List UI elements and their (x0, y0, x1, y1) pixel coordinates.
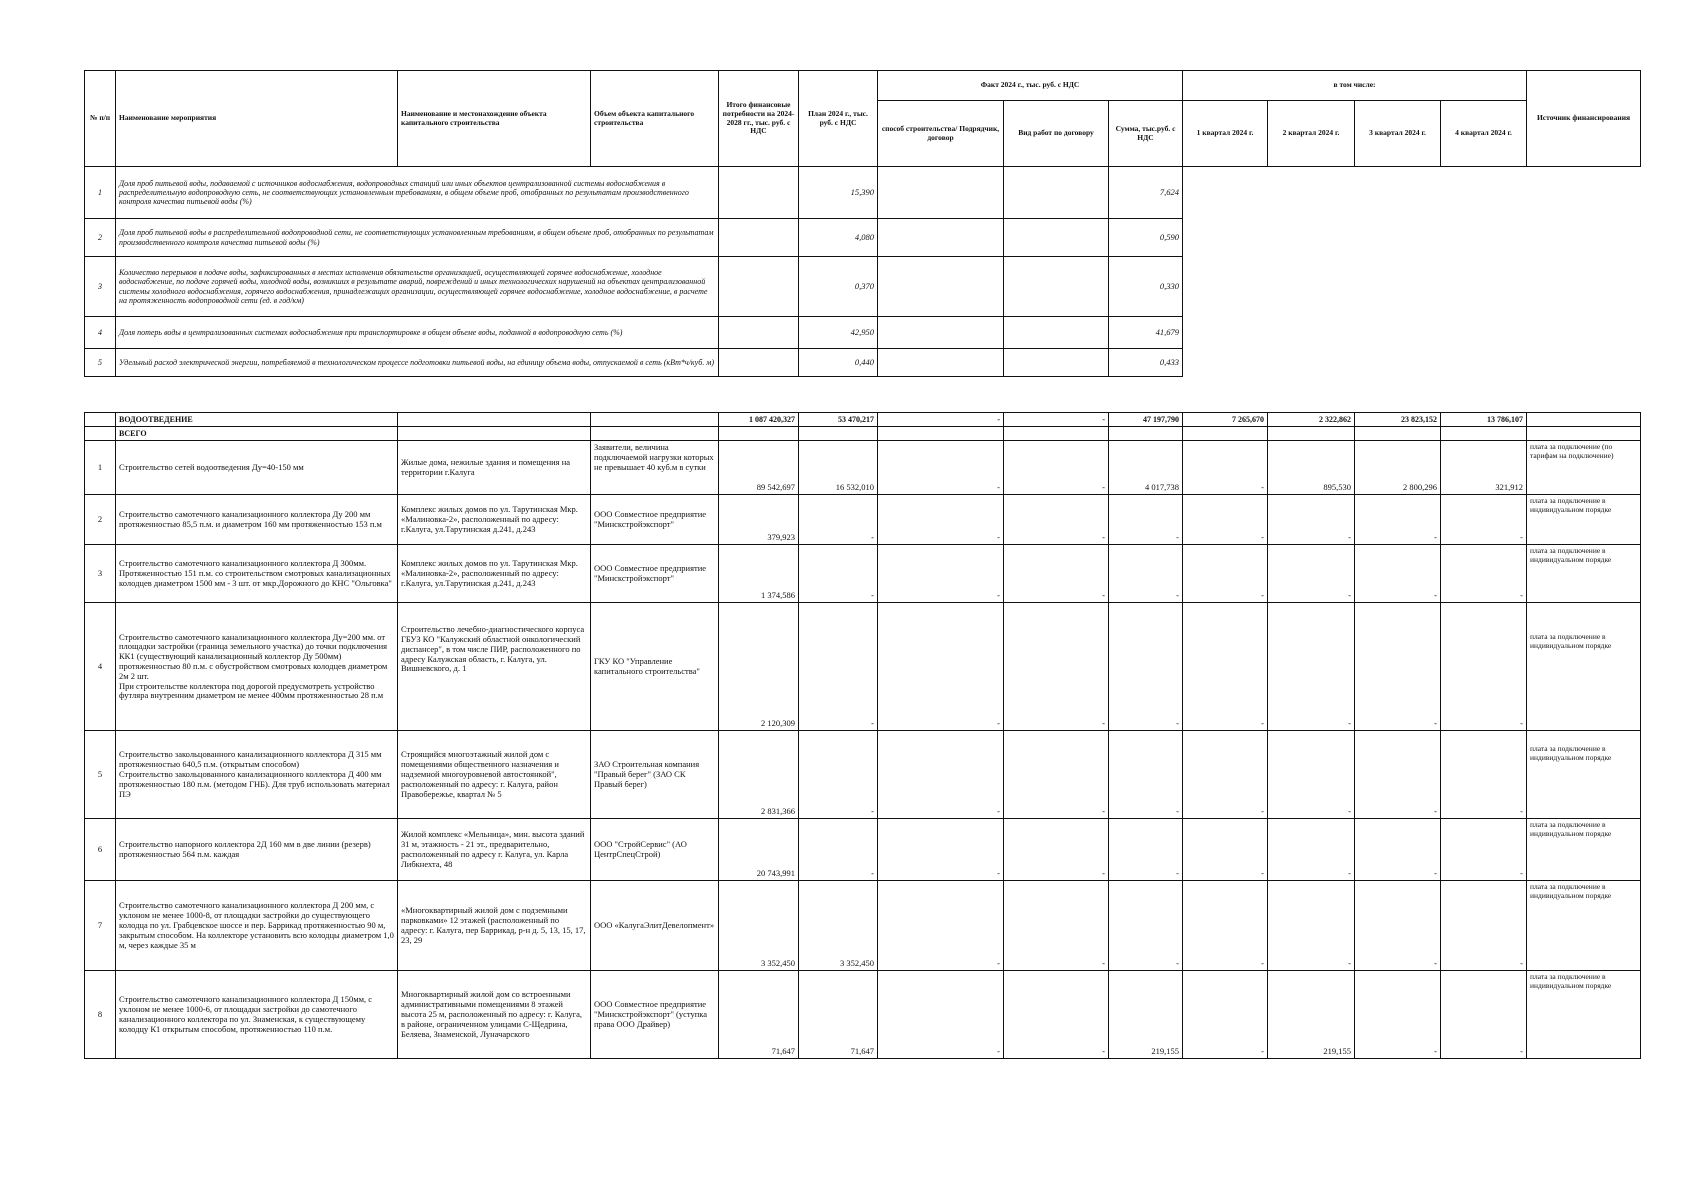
row-q1: - (1183, 819, 1268, 881)
section-row (85, 413, 1641, 427)
row-method: - (878, 819, 1004, 881)
row-q2: - (1268, 603, 1355, 731)
row-object: Жилой комплекс «Мельница», мин. высота зданий 31 м, этажность - 21 эт., предварительно, расположенный по адресу г. Калуга, ул. Карла Либкнехта, 48 (398, 819, 591, 881)
header-volume: Объем объекта капитального строительства (591, 71, 719, 167)
header-q1: 1 квартал 2024 г. (1183, 101, 1268, 167)
row-work: - (1004, 819, 1109, 881)
header-source: Источник финансирования (1527, 71, 1641, 167)
total-label: ВСЕГО (116, 427, 398, 441)
row-q2: - (1268, 819, 1355, 881)
header-q2: 2 квартал 2024 г. (1268, 101, 1355, 167)
table-row (85, 731, 1641, 819)
indicator-sum: 7,624 (1109, 167, 1183, 219)
row-plan: - (799, 545, 878, 603)
indicator-plan: 0,370 (799, 257, 878, 317)
header-q4: 4 квартал 2024 г. (1441, 101, 1527, 167)
row-work: - (1004, 545, 1109, 603)
table-row (85, 971, 1641, 1059)
row-q3: - (1355, 881, 1441, 971)
indicator-sum: 0,590 (1109, 219, 1183, 257)
row-object: Жилые дома, нежилые здания и помещения на территории г.Калуга (398, 441, 591, 495)
indicator-sum: 41,679 (1109, 317, 1183, 349)
row-q1: - (1183, 731, 1268, 819)
row-volume: ООО Совместное предприятие "Минскстройэкспорт" (уступка права ООО Драйвер) (591, 971, 719, 1059)
header-incl: в том числе: (1183, 71, 1527, 101)
row-q3: - (1355, 731, 1441, 819)
row-no: 2 (85, 495, 116, 545)
row-plan: 16 532,010 (799, 441, 878, 495)
indicator-no: 1 (85, 167, 116, 219)
row-plan: - (799, 603, 878, 731)
row-q1: - (1183, 603, 1268, 731)
row-plan: 3 352,450 (799, 881, 878, 971)
row-q3: - (1355, 603, 1441, 731)
row-need: 1 374,586 (719, 545, 799, 603)
row-sum: - (1109, 495, 1183, 545)
table-row (85, 495, 1641, 545)
row-object: Комплекс жилых домов по ул. Тарутинская Мкр. «Малиновка-2», расположенный по адресу: г.Калуга, ул.Тарутинская д.241, д.243 (398, 495, 591, 545)
row-need: 3 352,450 (719, 881, 799, 971)
row-plan: - (799, 495, 878, 545)
indicator-sum: 0,330 (1109, 257, 1183, 317)
row-q2: - (1268, 731, 1355, 819)
row-measure: Строительство самотечного канализационного коллектора Д 200 мм, с уклоном не менее 1000-8, от площадки застройки до существующего колодца по ул. Грабцевское шоссе и пер. Баррикад протяженностью 90 м, закрытым способом. На коллекторе установить всю колодцы диаметром 1,0 м, через каждые 35 м (116, 881, 398, 971)
table-row (85, 603, 1641, 731)
indicator-no: 2 (85, 219, 116, 257)
row-object: «Многоквартирный жилой дом с подземными парковками» 12 этажей (расположенный по адресу: г. Калуга, пер Баррикад, р-н д. 5, 13, 15, 17, 23, 29 (398, 881, 591, 971)
row-q4: - (1441, 971, 1527, 1059)
row-volume: ООО «КалугаЭлитДевелопмент» (591, 881, 719, 971)
row-volume: ЗАО Строительная компания "Правый берег" (ЗАО СК Правый берег) (591, 731, 719, 819)
row-volume: Заявители, величина подключаемой нагрузки которых не превышает 40 куб.м в сутки (591, 441, 719, 495)
section-q2: 2 322,862 (1268, 413, 1355, 427)
header-work: Вид работ по договору (1004, 101, 1109, 167)
row-q2: - (1268, 495, 1355, 545)
indicator-row (85, 167, 1641, 219)
row-work: - (1004, 881, 1109, 971)
row-q3: - (1355, 819, 1441, 881)
row-no: 5 (85, 731, 116, 819)
row-need: 2 120,309 (719, 603, 799, 731)
section-plan: 53 470,217 (799, 413, 878, 427)
header-need: Итого финансовые потребности на 2024-2028 гг., тыс. руб. с НДС (719, 71, 799, 167)
row-need: 71,647 (719, 971, 799, 1059)
indicators-table (84, 70, 1641, 377)
row-object: Строящийся многоэтажный жилой дом с помещениями общественного назначения и надземной многоуровневой автостоянкой", расположенный по адресу: г. Калуга, район Правобережье, квартал № 5 (398, 731, 591, 819)
indicator-row (85, 219, 1641, 257)
table-row (85, 545, 1641, 603)
row-object: Многоквартирный жилой дом со встроенными административными помещениями 8 этажей высота 25 м, расположенный по адресу: г. Калуга, в районе, ограниченном улицами С-Щедрина, Беляева, Знаменской, Луначарского (398, 971, 591, 1059)
row-plan: - (799, 819, 878, 881)
row-work: - (1004, 441, 1109, 495)
row-source: плата за подключение в индивидуальном порядке (1527, 495, 1641, 545)
row-source: плата за подключение в индивидуальном порядке (1527, 545, 1641, 603)
indicator-text: Доля проб питьевой воды в распределительной водопроводной сети, не соответствующих установленным требованиям, в общем объеме проб, отобранных по результатам производственного контроля качества питьевой воды (%) (116, 219, 719, 257)
row-volume: ООО Совместное предприятие "Минскстройэкспорт" (591, 545, 719, 603)
row-plan: 71,647 (799, 971, 878, 1059)
row-sum: - (1109, 819, 1183, 881)
section-title: ВОДООТВЕДЕНИЕ (116, 413, 398, 427)
header-fact: Факт 2024 г., тыс. руб. с НДС (878, 71, 1183, 101)
section-q4: 13 786,107 (1441, 413, 1527, 427)
section-work: - (1004, 413, 1109, 427)
row-measure: Строительство самотечного канализационного коллектора Ду=200 мм. от площадки застройки (граница земельного участка) до точки подключения КК1 (существующий канализационный коллектор Ду 500мм) протяженностью 80 п.м. с обустройством смотровых колодцев диаметром 2м 2 шт. При строительстве коллектора под дорогой предусмотреть устройство футляра внутренним диаметром не менее 400мм протяженностью 28 п.м (116, 603, 398, 731)
indicator-row (85, 349, 1641, 377)
section-method: - (878, 413, 1004, 427)
row-source: плата за подключение в индивидуальном порядке (1527, 971, 1641, 1059)
row-need: 379,923 (719, 495, 799, 545)
indicator-row (85, 317, 1641, 349)
row-q4: - (1441, 603, 1527, 731)
row-measure: Строительство напорного коллектора 2Д 160 мм в две линии (резерв) протяженностью 564 п.м. каждая (116, 819, 398, 881)
table-row (85, 819, 1641, 881)
row-q1: - (1183, 971, 1268, 1059)
row-sum: - (1109, 603, 1183, 731)
row-need: 20 743,991 (719, 819, 799, 881)
row-object: Строительство лечебно-диагностического корпуса ГБУЗ КО "Калужский областной онкологический диспансер", в том числе ПИР, расположенного по адресу Калужская область, г. Калуга, ул. Вишневского, д. 1 (398, 603, 591, 731)
row-q4: 321,912 (1441, 441, 1527, 495)
row-source: плата за подключение в индивидуальном порядке (1527, 731, 1641, 819)
row-work: - (1004, 731, 1109, 819)
indicator-text: Доля потерь воды в централизованных системах водоснабжения при транспортировке в общем объеме воды, поданной в водопроводную сеть (%) (116, 317, 719, 349)
row-sum: 4 017,738 (1109, 441, 1183, 495)
header-measure: Наименование мероприятия (116, 71, 398, 167)
row-q1: - (1183, 881, 1268, 971)
row-no: 3 (85, 545, 116, 603)
row-no: 8 (85, 971, 116, 1059)
row-q4: - (1441, 881, 1527, 971)
table-row (85, 881, 1641, 971)
row-q4: - (1441, 495, 1527, 545)
row-no: 1 (85, 441, 116, 495)
row-measure: Строительство сетей водоотведения Ду=40-150 мм (116, 441, 398, 495)
indicator-row (85, 257, 1641, 317)
row-method: - (878, 881, 1004, 971)
row-volume: ГКУ КО "Управление капитального строительства" (591, 603, 719, 731)
header-object: Наименование и местонахождение объекта капитального строительства (398, 71, 591, 167)
row-q2: - (1268, 545, 1355, 603)
row-measure: Строительство самотечного канализационного коллектора Д 300мм. Протяженностью 151 п.м. со строительством смотровых канализационных колодцев диаметром 1500 мм - 3 шт. от мкр.Дорожного до КНС "Ольговка" (116, 545, 398, 603)
row-volume: ООО Совместное предприятие "Минскстройэкспорт" (591, 495, 719, 545)
indicator-plan: 0,440 (799, 349, 878, 377)
indicator-sum: 0,433 (1109, 349, 1183, 377)
row-volume: ООО "СтройСервис" (АО ЦентрСпецСтрой) (591, 819, 719, 881)
row-work: - (1004, 603, 1109, 731)
row-q1: - (1183, 441, 1268, 495)
row-method: - (878, 971, 1004, 1059)
row-q1: - (1183, 495, 1268, 545)
indicator-no: 3 (85, 257, 116, 317)
row-sum: 219,155 (1109, 971, 1183, 1059)
row-source: плата за подключение в индивидуальном порядке (1527, 603, 1641, 731)
row-need: 89 542,697 (719, 441, 799, 495)
indicator-plan: 15,390 (799, 167, 878, 219)
row-measure: Строительство закольцованного канализационного коллектора Д 315 мм протяженностью 640,5 п.м. (открытым способом) Строительство закольцованного канализационного коллектора Д 400 мм протяженностью 180 п.м. (методом ГНБ). Для труб использовать материал ПЭ (116, 731, 398, 819)
indicator-plan: 42,950 (799, 317, 878, 349)
row-q4: - (1441, 819, 1527, 881)
row-no: 6 (85, 819, 116, 881)
row-measure: Строительство самотечного канализационного коллектора Ду 200 мм протяженностью 85,5 п.м. и диаметром 160 мм протяженностью 153 п.м (116, 495, 398, 545)
row-source: плата за подключение в индивидуальном порядке (1527, 819, 1641, 881)
total-row (85, 427, 1641, 441)
indicator-no: 4 (85, 317, 116, 349)
row-measure: Строительство самотечного канализационного коллектора Д 150мм, с уклоном не менее 1000-6, от площадки застройки до самотечного канализационного коллектора по ул. Знаменская, к существующему колодцу К1 открытым способом, протяженностью 110 п.м. (116, 971, 398, 1059)
row-q3: - (1355, 495, 1441, 545)
row-no: 7 (85, 881, 116, 971)
header-q3: 3 квартал 2024 г. (1355, 101, 1441, 167)
row-method: - (878, 495, 1004, 545)
row-sum: - (1109, 545, 1183, 603)
row-source: плата за подключение в индивидуальном порядке (1527, 881, 1641, 971)
indicator-plan: 4,080 (799, 219, 878, 257)
row-method: - (878, 731, 1004, 819)
row-q2: 219,155 (1268, 971, 1355, 1059)
sewerage-table (84, 412, 1641, 1059)
section-sum: 47 197,790 (1109, 413, 1183, 427)
row-work: - (1004, 971, 1109, 1059)
row-q3: - (1355, 545, 1441, 603)
row-sum: - (1109, 881, 1183, 971)
header-method: способ строительства/ Подрядчик, договор (878, 101, 1004, 167)
row-need: 2 831,366 (719, 731, 799, 819)
row-source: плата за подключение (по тарифам на подключение) (1527, 441, 1641, 495)
section-q3: 23 823,152 (1355, 413, 1441, 427)
section-need: 1 087 420,327 (719, 413, 799, 427)
row-method: - (878, 545, 1004, 603)
row-no: 4 (85, 603, 116, 731)
row-q2: 895,530 (1268, 441, 1355, 495)
row-q3: 2 800,296 (1355, 441, 1441, 495)
row-q1: - (1183, 545, 1268, 603)
indicator-text: Доля проб питьевой воды, подаваемой с источников водоснабжения, водопроводных станций или иных объектов централизованной системы водоснабжения в распределительную водопроводную сеть, не соответствующих установленным требованиям, в общем объеме проб, отобранных по результатам производственного контроля качества питьевой воды (%) (116, 167, 719, 219)
section-q1: 7 265,670 (1183, 413, 1268, 427)
row-plan: - (799, 731, 878, 819)
indicator-no: 5 (85, 349, 116, 377)
header-no: № п/п (85, 71, 116, 167)
row-method: - (878, 603, 1004, 731)
row-q4: - (1441, 731, 1527, 819)
table-row (85, 441, 1641, 495)
row-q2: - (1268, 881, 1355, 971)
row-sum: - (1109, 731, 1183, 819)
row-q4: - (1441, 545, 1527, 603)
indicator-text: Количество перерывов в подаче воды, зафиксированных в местах исполнения обязательств организацией, осуществляющей горячее водоснабжение, холодное водоснабжение, по подаче горячей воды, холодной воды, возникших в результате аварий, повреждений и иных технологических нарушений на объектах централизованной системы холодного водоснабжения, горячего водоснабжения, принадлежащих организации, осуществляющей горячее водоснабжение, холодное водоснабжение, в расчете на протяженность водопроводной сети (ед. в год/км) (116, 257, 719, 317)
row-object: Комплекс жилых домов по ул. Тарутинская Мкр. «Малиновка-2», расположенный по адресу: г.Калуга, ул.Тарутинская д.241, д.243 (398, 545, 591, 603)
header-sum: Сумма, тыс.руб. с НДС (1109, 101, 1183, 167)
row-method: - (878, 441, 1004, 495)
row-work: - (1004, 495, 1109, 545)
header-plan: План 2024 г., тыс. руб. с НДС (799, 71, 878, 167)
indicator-text: Удельный расход электрической энергии, потребляемой в технологическом процессе подготовки питьевой воды, на единицу объема воды, отпускаемой в сеть (кВт*ч/куб. м) (116, 349, 719, 377)
row-q3: - (1355, 971, 1441, 1059)
